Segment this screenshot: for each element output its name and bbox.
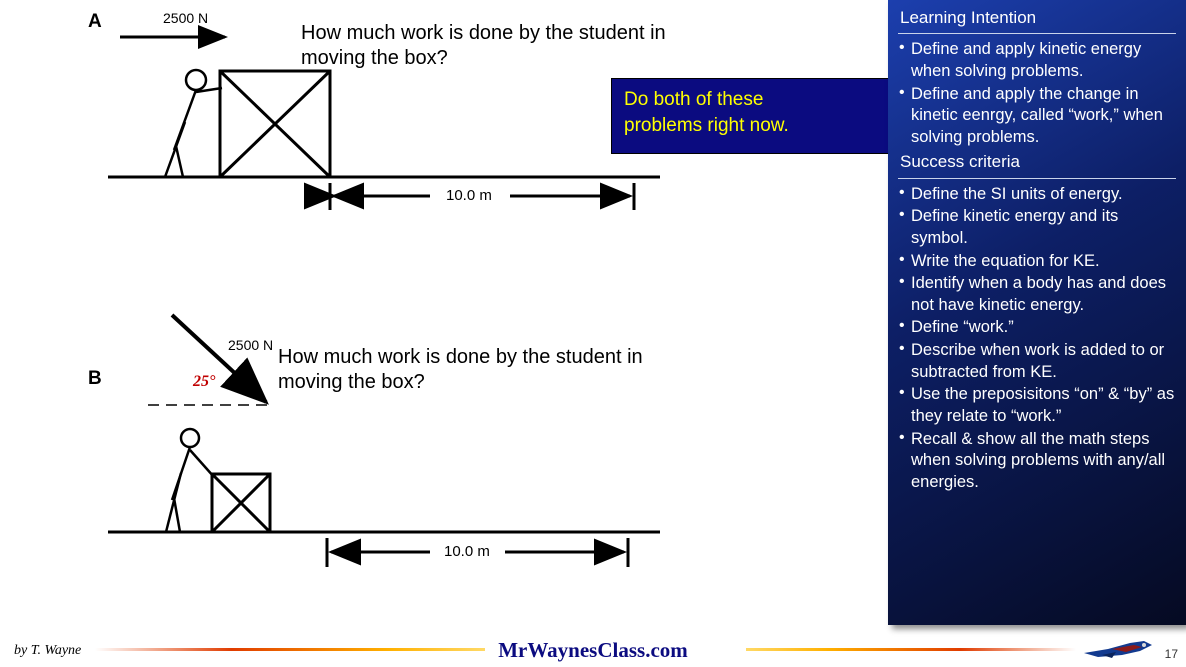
- success-criteria-heading: Success criteria: [900, 152, 1020, 172]
- callout-box: [611, 78, 889, 154]
- list-item: • Define kinetic energy and its symbol.: [898, 206, 1176, 249]
- list-item: • Define and apply kinetic energy when solving problems.: [898, 39, 1176, 82]
- footer-site-link[interactable]: MrWaynesClass.com: [498, 638, 688, 662]
- list-item: • Write the equation for KE.: [898, 251, 1176, 273]
- learning-intention-heading: Learning Intention: [900, 8, 1037, 27]
- problem-a-distance-label: 10.0 m: [440, 187, 498, 204]
- list-item: • Identify when a body has and does not have kinetic energy.: [898, 273, 1176, 316]
- panel-divider-1: [898, 33, 1176, 34]
- panel-divider-2: [898, 178, 1176, 179]
- objectives-panel: [888, 0, 1186, 625]
- list-item: • Describe when work is added to or subtracted from KE.: [898, 340, 1176, 383]
- callout-line-1: Do both of these: [624, 89, 764, 110]
- problem-a-label: A: [88, 11, 102, 32]
- problem-a-question: How much work is done by the student in moving the box?: [301, 22, 666, 69]
- learning-intention-list: [898, 39, 1176, 148]
- problem-b-question: How much work is done by the student in moving the box?: [278, 346, 643, 393]
- callout-line-2: problems right now.: [624, 114, 789, 136]
- problem-a-force-label: 2500 N: [163, 10, 209, 26]
- success-criteria-list: [898, 184, 1176, 494]
- list-item: • Define the SI units of energy.: [898, 184, 1176, 206]
- footer-author: by T. Wayne: [14, 643, 82, 658]
- list-item: • Recall & show all the math steps when solving problems with any/all energies.: [898, 429, 1176, 494]
- footer-page-number: 17: [1164, 647, 1178, 661]
- list-item: • Use the preposisitons “on” & “by” as they relate to “work.”: [898, 384, 1176, 427]
- problem-b-distance-label: 10.0 m: [438, 543, 496, 560]
- list-item: • Define “work.”: [898, 317, 1176, 339]
- problem-b-force-label: 2500 N: [228, 337, 274, 353]
- jet-icon: [1082, 637, 1156, 663]
- problem-b-angle-label: 25°: [193, 373, 216, 390]
- problem-b-label: B: [88, 368, 102, 389]
- list-item: • Define and apply the change in kinetic eenrgy, called “work,” when solving problems.: [898, 84, 1176, 149]
